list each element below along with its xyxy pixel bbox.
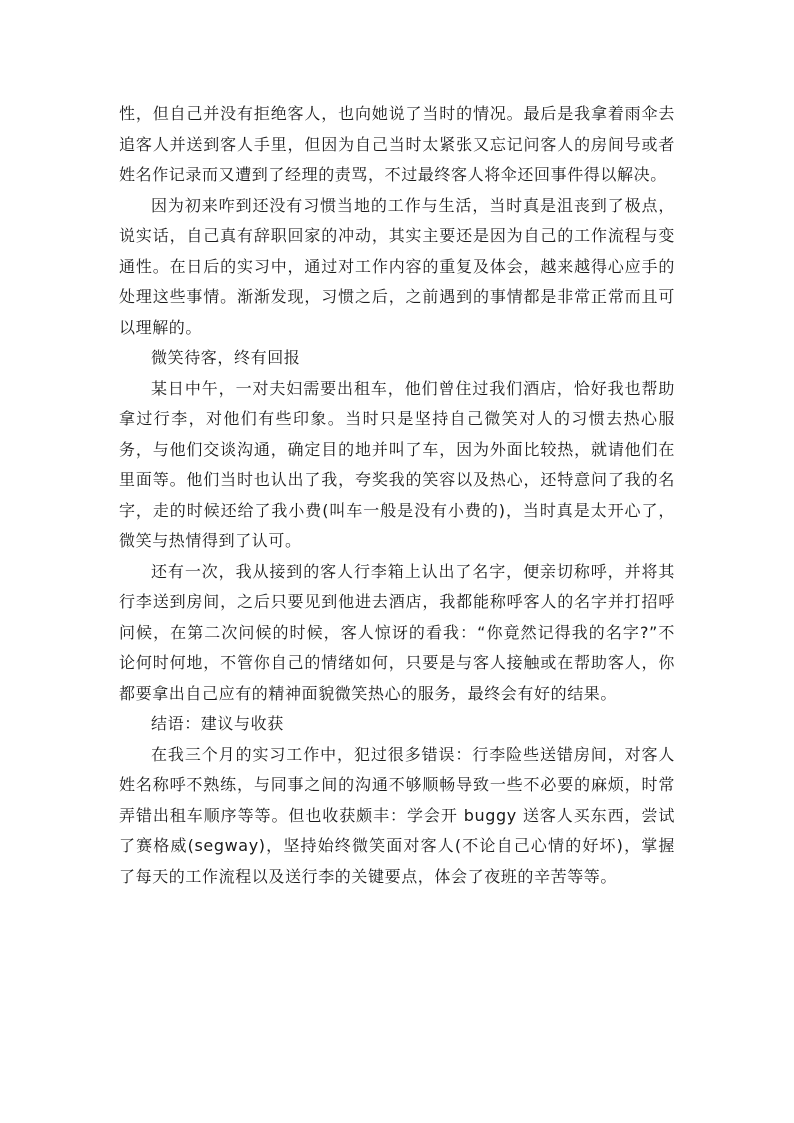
document-body — [119, 99, 675, 892]
paragraph-taxi-couple: 某日中午，一对夫妇需要出租车，他们曾住过我们酒店，恰好我也帮助拿过行李，对他们有些印象。当时只是坚持自己微笑对人的习惯去热心服务，与他们交谈沟通，确定目的地并叫了车，因为外面比较热，就请他们在里面等。他们当时也认出了我，夸奖我的笑容以及热心，还特意问了我的名字，走的时候还给了我小费(叫车一般是没有小费的)，当时真是太开心了，微笑与热情得到了认可。 — [119, 378, 675, 550]
paragraph-adjustment: 因为初来咋到还没有习惯当地的工作与生活，当时真是沮丧到了极点，说实话，自己真有辞职回家的冲动，其实主要还是因为自己的工作流程与变通性。在日后的实习中，通过对工作内容的重复及体会，越来越得心应手的处理这些事情。渐渐发现，习惯之后，之前遇到的事情都是非常正常而且可以理解的。 — [119, 195, 675, 337]
paragraph-conclusion: 在我三个月的实习工作中，犯过很多错误：行李险些送错房间，对客人姓名称呼不熟练，与同事之间的沟通不够顺畅导致一些不必要的麻烦，时常弄错出租车顺序等等。但也收获颇丰：学会开 buggy 送客人买东西，尝试了赛格威(segway)，坚持始终微笑面对客人(不论自己心情的好坏)，掌握了每天的工作流程以及送行李的关键要点，体会了夜班的辛苦等等。 — [119, 744, 675, 886]
paragraph-remember-name: 还有一次，我从接到的客人行李箱上认出了名字，便亲切称呼，并将其行李送到房间，之后只要见到他进去酒店，我都能称呼客人的名字并打招呼问候，在第二次问候的时候，客人惊讶的看我：“你竟然记得我的名字?”不论何时何地，不管你自己的情绪如何，只要是与客人接触或在帮助客人，你都要拿出自己应有的精神面貌微笑热心的服务，最终会有好的结果。 — [119, 561, 675, 703]
paragraph-continuation: 性，但自己并没有拒绝客人，也向她说了当时的情况。最后是我拿着雨伞去追客人并送到客人手里，但因为自己当时太紧张又忘记问客人的房间号或者姓名作记录而又遭到了经理的责骂，不过最终客人将伞还回事件得以解决。 — [119, 104, 675, 184]
section-heading-conclusion: 结语：建议与收获 — [151, 714, 284, 733]
section-heading-smile: 微笑待客，终有回报 — [151, 348, 301, 367]
